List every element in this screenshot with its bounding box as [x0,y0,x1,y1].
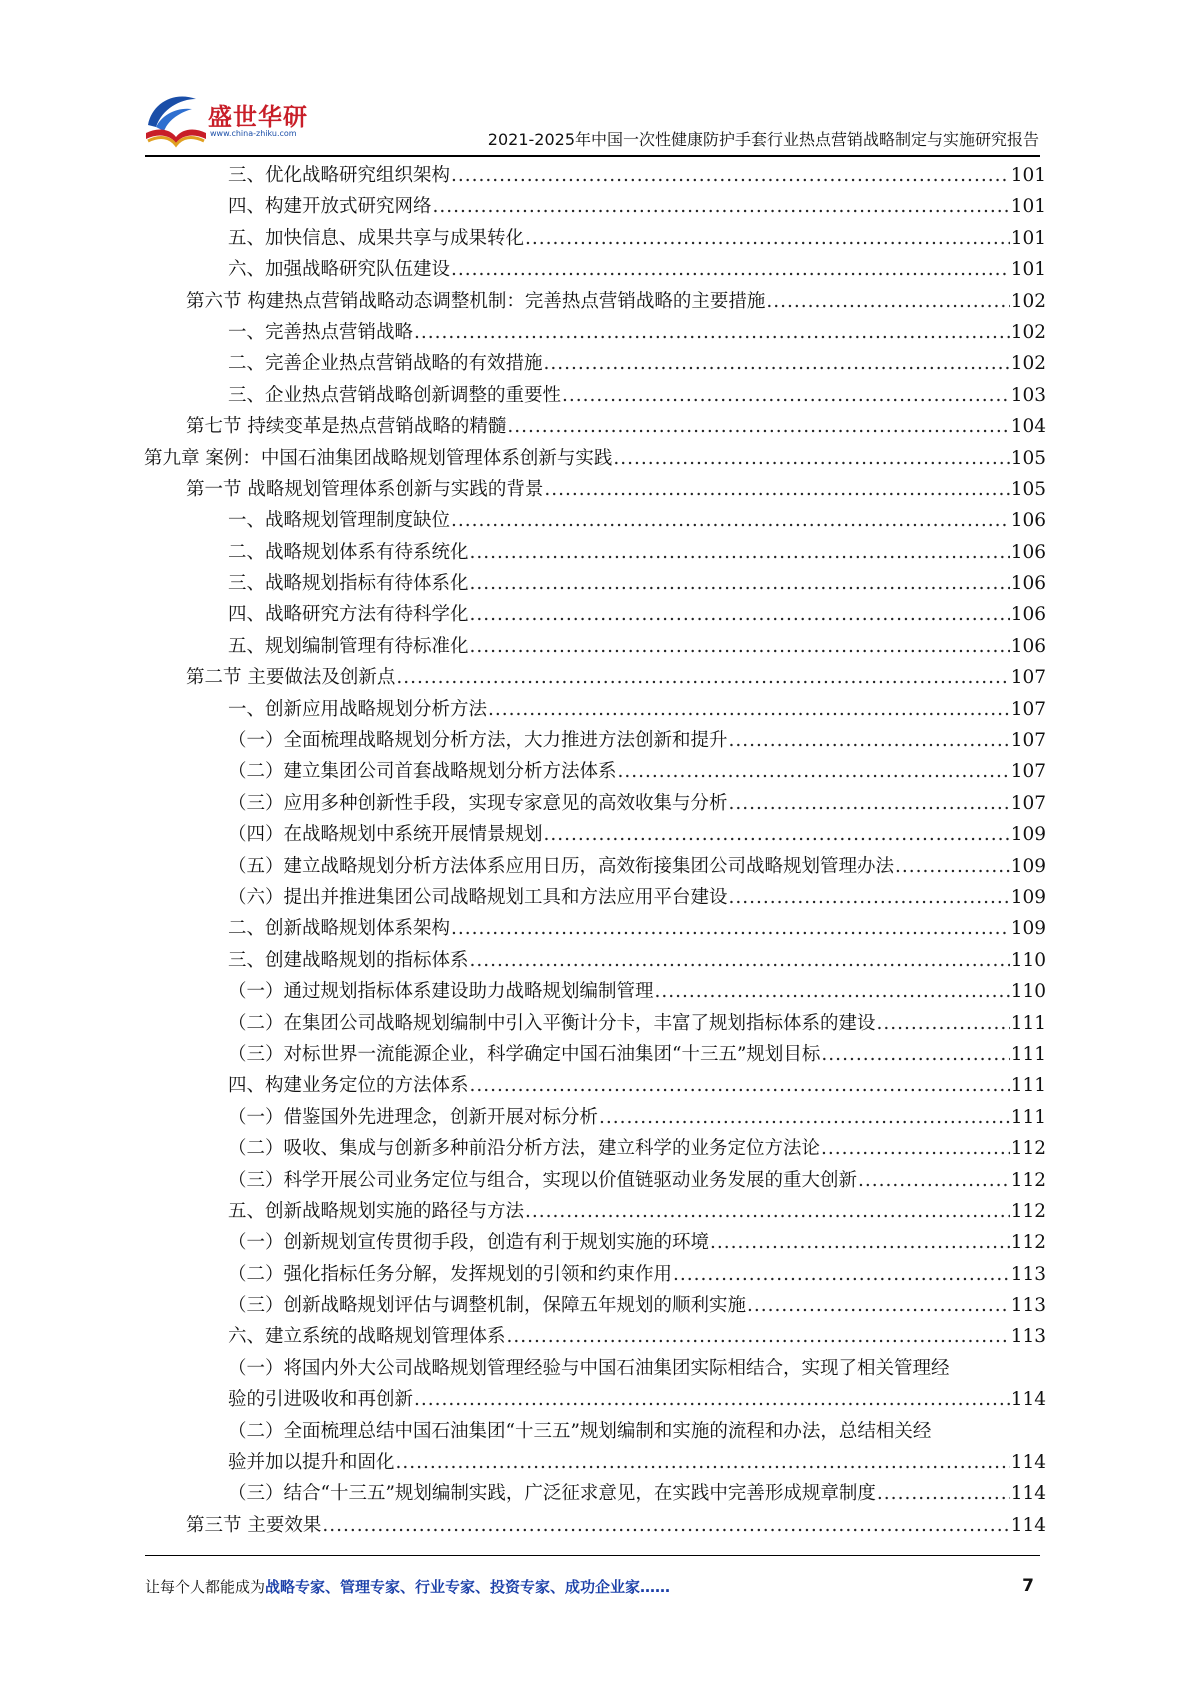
toc-entry[interactable] [140,976,1046,1007]
toc-entry-title: 一、创新应用战略规划分析方法 [228,698,488,720]
toc-entry[interactable] [140,756,1046,787]
toc-entry-title: 一、完善热点营销战略 [228,321,414,343]
toc-leader-dots [451,505,1010,536]
toc-entry-title: （五）建立战略规划分析方法体系应用日历，高效衔接集团公司战略规划管理办法 [228,855,895,877]
toc-entry[interactable] [140,411,1046,442]
toc-leader-dots [470,945,1010,976]
toc-entry-page: 114 [1010,1514,1046,1536]
toc-entry[interactable] [140,851,1046,882]
toc-entry-title: 三、优化战略研究组织架构 [228,165,451,186]
toc-entry[interactable] [140,568,1046,599]
toc-entry[interactable] [140,317,1046,348]
toc-entry-page: 111 [1010,1106,1046,1128]
toc-entry[interactable] [140,160,1046,191]
toc-entry-page: 114 [1010,1452,1046,1474]
toc-entry-title: （一）将国内外大公司战略规划管理经验与中国石油集团实际相结合，实现了相关管理经 [228,1357,950,1379]
toc-entry-page: 106 [1010,541,1046,563]
toc-entry-title: （一）通过规划指标体系建设助力战略规划编制管理 [228,981,654,1003]
toc-entry-title: 一、战略规划管理制度缺位 [228,510,451,532]
toc-leader-dots [470,599,1010,630]
toc-leader-dots [525,1196,1010,1227]
toc-entry-page: 111 [1010,1012,1046,1034]
toc-leader-dots [562,380,1010,411]
toc-leader-dots [877,1008,1010,1039]
page-number: 7 [1022,1576,1034,1596]
footer-divider [145,1555,1040,1556]
footer-slogan-emphasis: 战略专家、管理专家、行业专家、投资专家、成功企业家…… [265,1578,671,1596]
toc-entry-title-continuation: 验的引进吸收和再创新 [228,1389,414,1411]
toc-entry[interactable] [140,599,1046,630]
toc-entry-title: （二）在集团公司战略规划编制中引入平衡计分卡，丰富了规划指标体系的建设 [228,1012,876,1034]
toc-entry-page: 107 [1010,792,1046,814]
toc-entry[interactable] [140,537,1046,568]
logo-url: www.china-zhiku.com [210,129,297,138]
company-logo [140,85,310,155]
toc-leader-dots [507,1321,1010,1352]
toc-entry-page: 101 [1010,196,1046,218]
toc-leader-dots [525,223,1010,254]
toc-entry-page: 109 [1010,918,1046,940]
toc-entry-page: 113 [1010,1295,1046,1317]
toc-leader-dots [544,819,1010,850]
toc-entry[interactable] [140,443,1046,474]
toc-entry[interactable] [140,725,1046,756]
toc-leader-dots [895,851,1010,882]
toc-entry-page: 111 [1010,1075,1046,1097]
toc-entry[interactable] [140,631,1046,662]
toc-entry-title: 第七节 持续变革是热点营销战略的精髓 [186,416,507,438]
toc-entry-page: 114 [1010,1483,1046,1505]
toc-entry[interactable] [140,819,1046,850]
toc-entry-page: 105 [1010,478,1046,500]
toc-leader-dots [747,1290,1010,1321]
toc-entry-title-continuation: 验并加以提升和固化 [228,1452,395,1474]
toc-entry-title: 五、加快信息、成果共享与成果转化 [228,227,525,249]
toc-entry-page: 107 [1010,698,1046,720]
toc-entry-page: 114 [1010,1389,1046,1411]
toc-entry[interactable] [140,348,1046,379]
toc-entry[interactable] [140,1039,1046,1070]
toc-entry-page: 102 [1010,353,1046,375]
toc-entry-page: 106 [1010,510,1046,532]
toc-entry-page: 101 [1010,259,1046,281]
toc-entry-title: 第九章 案例：中国石油集团战略规划管理体系创新与实践 [144,447,613,469]
toc-entry-page: 110 [1010,949,1046,971]
toc-leader-dots [470,1070,1010,1101]
toc-entry-continuation[interactable] [140,1384,1046,1415]
toc-leader-dots [414,1384,1010,1415]
toc-leader-dots [433,191,1010,222]
toc-entry-title: （三）对标世界一流能源企业，科学确定中国石油集团“十三五”规划目标 [228,1043,821,1065]
toc-leader-dots [821,1039,1009,1070]
toc-entry-title: （二）强化指标任务分解，发挥规划的引领和约束作用 [228,1263,673,1285]
toc-leader-dots [766,286,1009,317]
toc-entry-page: 109 [1010,855,1046,877]
toc-entry[interactable] [140,1133,1046,1164]
toc-entry-page: 112 [1010,1138,1046,1160]
toc-entry-title: 四、构建开放式研究网络 [228,196,432,218]
toc-entry-title: 第二节 主要做法及创新点 [186,667,396,689]
book-logo-icon [140,85,210,155]
toc-leader-dots [729,788,1010,819]
toc-entry-page: 110 [1010,981,1046,1003]
page-header [0,0,1191,160]
toc-entry-page: 109 [1010,824,1046,846]
toc-entry-title: （二）建立集团公司首套战略规划分析方法体系 [228,761,617,783]
table-of-contents [140,160,1046,1541]
toc-leader-dots [470,568,1010,599]
toc-entry-page: 102 [1010,321,1046,343]
toc-entry[interactable] [140,223,1046,254]
toc-entry[interactable] [140,1259,1046,1290]
toc-entry-page: 107 [1010,667,1046,689]
toc-leader-dots [613,443,1009,474]
toc-leader-dots [599,1102,1010,1133]
toc-entry-title: （二）吸收、集成与创新多种前沿分析方法，建立科学的业务定位方法论 [228,1138,821,1160]
toc-leader-dots [396,662,1009,693]
toc-entry-title: （三）科学开展公司业务定位与组合，实现以价值链驱动业务发展的重大创新 [228,1169,858,1191]
toc-entry[interactable] [140,1353,1046,1384]
toc-entry[interactable] [140,882,1046,913]
toc-entry[interactable] [140,1510,1046,1541]
toc-entry[interactable] [140,380,1046,411]
toc-entry-title: 二、完善企业热点营销战略的有效措施 [228,353,543,375]
toc-entry-page: 109 [1010,886,1046,908]
toc-leader-dots [451,160,1010,191]
toc-entry[interactable] [140,662,1046,693]
toc-leader-dots [414,317,1010,348]
toc-entry-title: （三）应用多种创新性手段，实现专家意见的高效收集与分析 [228,792,728,814]
toc-entry-title: 三、创建战略规划的指标体系 [228,949,469,971]
toc-leader-dots [451,254,1010,285]
toc-entry[interactable] [140,1478,1046,1509]
toc-entry[interactable] [140,1416,1046,1447]
toc-leader-dots [618,756,1010,787]
toc-entry-title: 四、战略研究方法有待科学化 [228,604,469,626]
toc-entry-page: 107 [1010,761,1046,783]
toc-entry-title: 三、战略规划指标有待体系化 [228,573,469,595]
toc-entry-title: 第三节 主要效果 [186,1514,322,1536]
toc-entry-title: （三）创新战略规划评估与调整机制，保障五年规划的顺利实施 [228,1295,747,1317]
toc-entry[interactable] [140,1008,1046,1039]
toc-leader-dots [396,1447,1010,1478]
toc-entry[interactable] [140,694,1046,725]
toc-leader-dots [451,913,1010,944]
toc-entry-title: 二、创新战略规划体系架构 [228,918,451,940]
page-footer [145,1576,1040,1606]
toc-entry-title: （二）全面梳理总结中国石油集团“十三五”规划编制和实施的流程和办法，总结相关经 [228,1420,932,1442]
toc-entry-title: （三）结合“十三五”规划编制实践，广泛征求意见，在实践中完善形成规章制度 [228,1483,876,1505]
toc-leader-dots [729,882,1010,913]
toc-entry-page: 106 [1010,573,1046,595]
toc-leader-dots [488,694,1010,725]
toc-leader-dots [821,1133,1010,1164]
toc-leader-dots [322,1510,1009,1541]
toc-entry-title: （一）全面梳理战略规划分析方法，大力推进方法创新和提升 [228,730,728,752]
toc-leader-dots [710,1227,1010,1258]
toc-leader-dots [544,348,1010,379]
toc-entry-title: 五、规划编制管理有待标准化 [228,635,469,657]
document-title: 2021-2025年中国一次性健康防护手套行业热点营销战略制定与实施研究报告 [487,130,1039,149]
toc-entry-title: （四）在战略规划中系统开展情景规划 [228,824,543,846]
toc-entry-title: （一）借鉴国外先进理念，创新开展对标分析 [228,1106,599,1128]
toc-entry-continuation[interactable] [140,1447,1046,1478]
toc-entry[interactable] [140,1165,1046,1196]
toc-entry-page: 101 [1010,227,1046,249]
toc-entry[interactable] [140,286,1046,317]
toc-leader-dots [655,976,1010,1007]
toc-entry-page: 112 [1010,1169,1046,1191]
toc-entry[interactable] [140,1196,1046,1227]
toc-leader-dots [544,474,1009,505]
toc-entry[interactable] [140,1102,1046,1133]
toc-entry[interactable] [140,474,1046,505]
toc-entry[interactable] [140,254,1046,285]
toc-entry-page: 106 [1010,604,1046,626]
toc-entry-title: 六、加强战略研究队伍建设 [228,259,451,281]
toc-entry[interactable] [140,1321,1046,1352]
toc-leader-dots [470,631,1010,662]
toc-entry-page: 106 [1010,635,1046,657]
toc-entry[interactable] [140,1227,1046,1258]
toc-entry-page: 112 [1010,1232,1046,1254]
toc-entry[interactable] [140,788,1046,819]
toc-entry-title: 第一节 战略规划管理体系创新与实践的背景 [186,478,544,500]
toc-entry-title: （一）创新规划宣传贯彻手段，创造有利于规划实施的环境 [228,1232,710,1254]
footer-slogan-prefix: 让每个人都能成为 [145,1578,266,1596]
toc-entry[interactable] [140,945,1046,976]
toc-entry[interactable] [140,505,1046,536]
toc-entry-page: 102 [1010,290,1046,312]
toc-entry-title: （六）提出并推进集团公司战略规划工具和方法应用平台建设 [228,886,728,908]
toc-entry-page: 112 [1010,1200,1046,1222]
toc-entry[interactable] [140,1290,1046,1321]
toc-entry-page: 111 [1010,1043,1046,1065]
toc-entry-page: 113 [1010,1263,1046,1285]
toc-entry-page: 113 [1010,1326,1046,1348]
toc-entry[interactable] [140,1070,1046,1101]
toc-leader-dots [729,725,1010,756]
toc-entry-page: 104 [1010,416,1046,438]
toc-entry-page: 105 [1010,447,1046,469]
toc-entry-title: 第六节 构建热点营销战略动态调整机制：完善热点营销战略的主要措施 [186,290,766,312]
toc-leader-dots [877,1478,1010,1509]
toc-entry-title: 三、企业热点营销战略创新调整的重要性 [228,384,562,406]
logo-name: 盛世华研 [208,103,308,131]
toc-entry-title: 二、战略规划体系有待系统化 [228,541,469,563]
toc-leader-dots [673,1259,1010,1290]
toc-entry-title: 五、创新战略规划实施的路径与方法 [228,1200,525,1222]
toc-entry[interactable] [140,913,1046,944]
toc-entry-title: 四、构建业务定位的方法体系 [228,1075,469,1097]
toc-leader-dots [507,411,1009,442]
toc-entry-page: 103 [1010,384,1046,406]
toc-leader-dots [858,1165,1010,1196]
toc-entry-page: 107 [1010,730,1046,752]
toc-leader-dots [470,537,1010,568]
toc-entry-page: 101 [1010,165,1046,186]
header-divider [145,155,1040,157]
toc-entry-title: 六、建立系统的战略规划管理体系 [228,1326,506,1348]
toc-entry[interactable] [140,191,1046,222]
